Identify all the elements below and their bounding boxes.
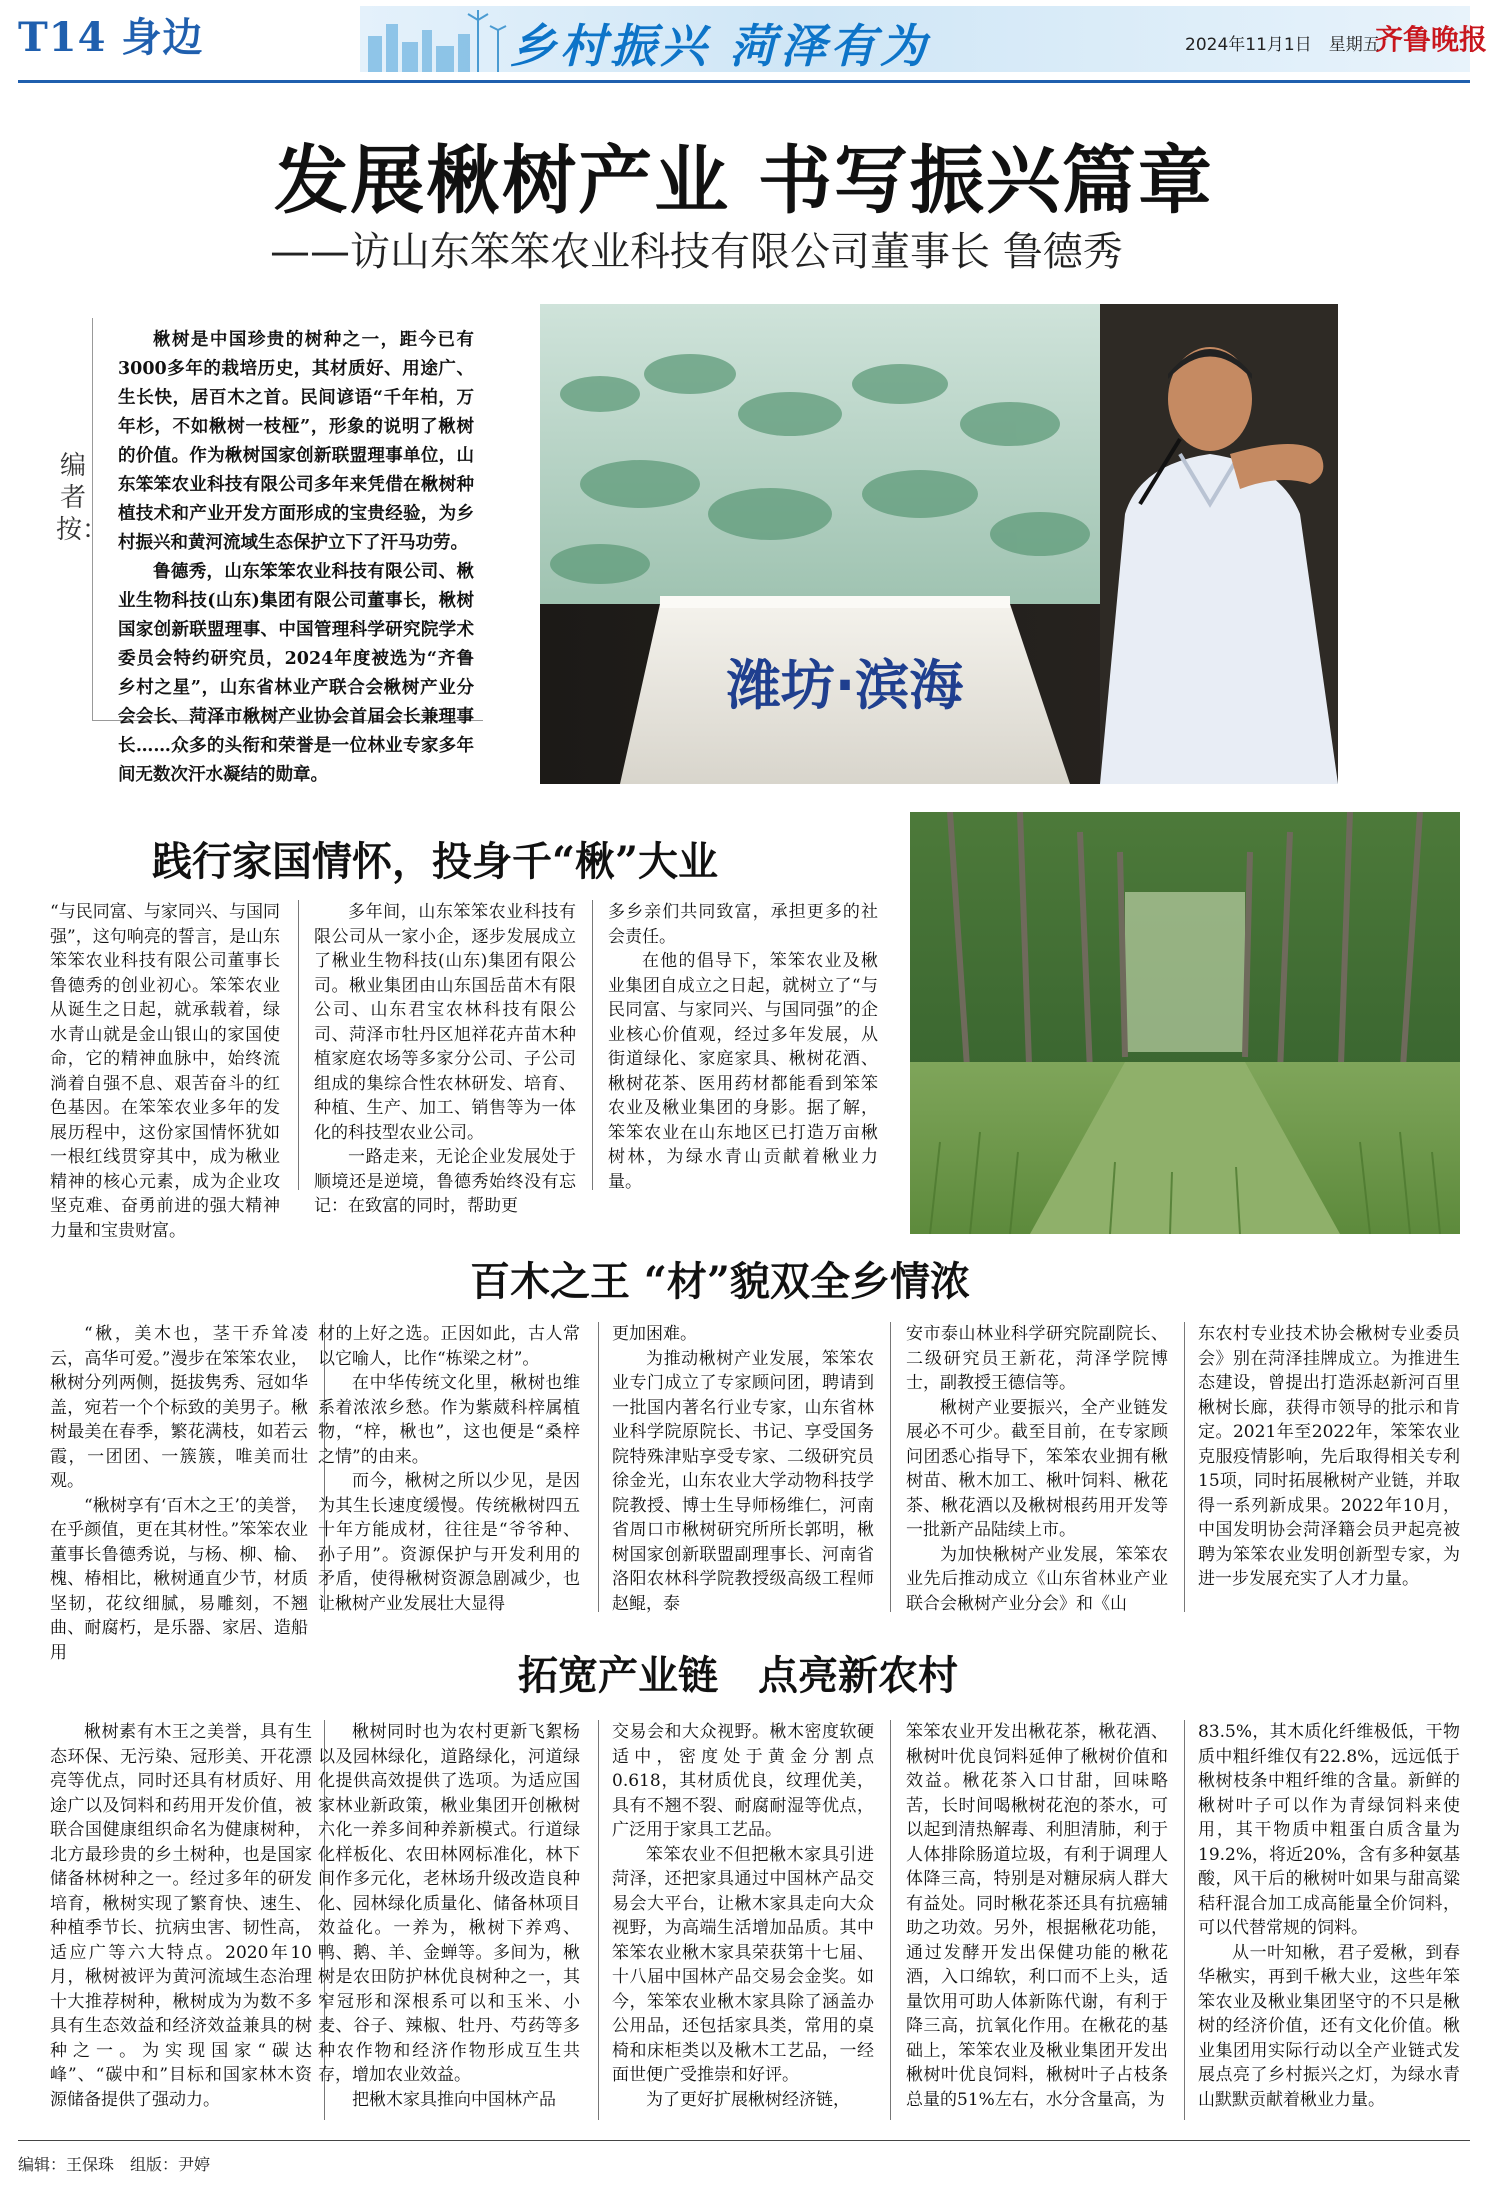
article-column — [318, 1720, 580, 2112]
article-column — [50, 1322, 308, 1665]
paragraph: 为加快楸树产业发展，笨笨农业先后推动成立《山东省林业产业联合会楸树产业分会》和《山 — [906, 1544, 1168, 1614]
article-column — [1198, 1322, 1460, 1592]
article-column — [318, 1322, 580, 1616]
section-heading: 践行家国情怀，投身千“楸”大业 — [152, 838, 719, 885]
article-column — [314, 900, 576, 1219]
column-rule — [1184, 1720, 1185, 2120]
page-label: T14 身边 — [18, 14, 204, 61]
paragraph: 材的上好之选。正因如此，古人常以它喻人，比作“栋梁之材”。 — [318, 1324, 580, 1369]
speaker-photo — [540, 304, 1338, 784]
article-column — [906, 1322, 1168, 1616]
podium-text: 潍坊·滨海 — [726, 654, 964, 717]
paragraph: “楸，美木也，茎干乔耸凌云，高华可爱。”漫步在笨笨农业，楸树分列两侧，挺拔隽秀、冠如华盖，宛若一个个标致的美男子。楸树最美在春季，繁花满枝，如若云霞，一团团、一簇簇，唯美而壮观。 — [50, 1324, 308, 1491]
paragraph: 一路走来，无论企业发展处于顺境还是逆境，鲁德秀始终没有忘记：在致富的同时，帮助更 — [314, 1147, 576, 1216]
page-header — [0, 0, 1488, 80]
article-column — [1198, 1720, 1460, 2112]
subheadline: ——访山东笨笨农业科技有限公司董事长 鲁德秀 — [270, 229, 1123, 275]
paragraph: 楸树同时也为农村更新飞絮杨以及园林绿化，道路绿化，河道绿化提供高效提供了选项。为适应国家林业新政策，楸业集团开创楸树六化一养多间种养新模式。行道绿化样板化、农田林网标准化，林下间作多元化，老林场升级改造良种化、园林绿化质量化、储备林项目效益化。一养为，楸树下养鸡、鸭、鹅、羊、金蝉等。多间为，楸树是农田防护林优良树种之一，其窄冠形和深根系可以和玉米、小麦、谷子、辣椒、牡丹、芍药等多种农作物和经济作物形成互生共存，增加农业效益。 — [318, 1722, 580, 2085]
speaker-photo-illustration — [540, 304, 1338, 784]
article-column — [50, 900, 280, 1243]
article-column — [608, 900, 878, 1194]
headline: 发展楸树产业 书写振兴篇章 — [274, 138, 1214, 224]
editor-note-label: 编者按： — [56, 451, 109, 545]
paragraph: 楸树素有木王之美誉，具有生态环保、无污染、冠形美、开花漂亮等优点，同时还具有材质好、用途广以及饲料和药用开发价值，被联合国健康组织命名为健康树种，北方最珍贵的乡土树种，也是国家储备林树种之一。经过多年的研发培育，楸树实现了繁育快、速生、种植季节长、抗病虫害、韧性高，适应广等六大特点。2020年10月，楸树被评为黄河流域生态治理十大推荐树种，楸树成为为数不多具有生态效益和经济效益兼具的树种之一。为实现国家“碳达峰”、“碳中和”目标和国家林木资源储备提供了强动力。 — [50, 1722, 312, 2110]
editor-note-paragraph: 楸树是中国珍贵的树种之一，距今已有3000多年的栽培历史，其材质好、用途广、生长快，居百木之首。民间谚语“千年柏，万年杉，不如楸树一枝桠”，形象的说明了楸树的价值。作为楸树国家创新联盟理事单位，山东笨笨农业科技有限公司多年来凭借在楸树种植技术和产业开发方面形成的宝贵经验，为乡村振兴和黄河流域生态保护立下了汗马功劳。 — [118, 330, 474, 553]
newspaper-logo: 齐鲁晚报 — [1375, 23, 1488, 56]
paragraph: 东农村专业技术协会楸树专业委员会》别在菏泽挂牌成立。为推进生态建设，曾提出打造泺赵新河百里楸树长廊，获得市领导的批示和肯定。2021年至2022年，笨笨农业克服疫情影响，先后取得相关专利15项，同时拓展楸树产业链，并取得一系列新成果。2022年10月，中国发明协会菏泽籍会员尹起亮被聘为笨笨农业发明创新型专家，为进一步发展充实了人才力量。 — [1198, 1324, 1460, 1589]
column-rule — [598, 1322, 599, 1612]
paragraph: 把楸木家具推向中国林产品 — [352, 2089, 556, 2110]
paragraph: 多乡亲们共同致富，承担更多的社会责任。 — [608, 902, 878, 947]
article-column — [612, 1322, 874, 1616]
paragraph: 在中华传统文化里，楸树也维系着浓浓乡愁。作为紫葳科梓属植物，“梓，楸也”，这也便是“桑梓之情”的由来。 — [318, 1373, 580, 1467]
editor-note-paragraph: 鲁德秀，山东笨笨农业科技有限公司、楸业生物科技(山东)集团有限公司董事长，楸树国家创新联盟理事、中国管理科学研究院学术委员会特约研究员，2024年度被选为“齐鲁乡村之星”，山东省林业产联合会楸树产业分会会长、菏泽市楸树产业协会首届会长兼理事长……众多的头衔和荣誉是一位林业专家多年间无数次汗水凝结的勋章。 — [118, 562, 474, 785]
paragraph: 楸树产业要振兴，全产业链发展必不可少。截至目前，在专家顾问团悉心指导下，笨笨农业拥有楸树苗、楸木加工、楸叶饲料、楸花茶、楸花酒以及楸树根药用开发等一批新产品陆续上市。 — [906, 1397, 1168, 1540]
paragraph: “楸树享有‘百木之王’的美誉，在乎颜值，更在其材性。”笨笨农业董事长鲁德秀说，与杨、柳、榆、槐、椿相比，楸树通直少节，材质坚韧，花纹细腻，易雕刻，不翘曲、耐腐朽，是乐器、家居、造船用 — [50, 1495, 308, 1663]
article-column — [612, 1720, 874, 2112]
skyline-icon — [360, 6, 510, 72]
footer-rule — [18, 2140, 1470, 2141]
paragraph: 在他的倡导下，笨笨农业及楸业集团自成立之日起，就树立了“与民同富、与家同兴、与国同强”的企业核心价值观，经过多年发展，从街道绿化、家庭家具、楸树花酒、楸树花茶、医用药材都能看到笨笨农业及楸业集团的身影。据了解，笨笨农业在山东地区已打造万亩楸树林，为绿水青山贡献着楸业力量。 — [608, 951, 878, 1192]
column-rule — [890, 1720, 891, 2120]
column-rule — [298, 900, 299, 1190]
issue-date: 2024年11月1日 星期五 — [1185, 35, 1380, 55]
paragraph: 而今，楸树之所以少见，是因为其生长速度缓慢。传统楸树四五十年方能成材，往往是“爷爷种、孙子用”。资源保护与开发利用的矛盾，使得楸树资源急剧减少，也让楸树产业发展壮大显得 — [318, 1471, 580, 1614]
column-rule — [598, 1720, 599, 2120]
column-rule — [592, 900, 593, 1190]
paragraph: 更加困难。 — [612, 1324, 697, 1344]
article-column — [906, 1720, 1168, 2112]
paragraph: 多年间，山东笨笨农业科技有限公司从一家小企，逐步发展成立了楸业生物科技(山东)集团有限公司。楸业集团由山东国岳苗木有限公司、山东君宝农林科技有限公司、菏泽市牡丹区旭祥花卉苗木种植家庭农场等多家分公司、子公司组成的集综合性农林研发、培育、种植、生产、加工、销售等为一体化的科技型农业公司。 — [314, 902, 576, 1143]
paragraph: 从一叶知楸，君子爱楸，到春华楸实，再到千楸大业，这些年笨笨农业及楸业集团坚守的不只是楸树的经济价值，还有文化价值。楸业集团用实际行动以全产业链式发展点亮了乡村振兴之灯，为绿水青山默默贡献着楸业力量。 — [1198, 1942, 1460, 2110]
paragraph: 交易会和大众视野。楸木密度软硬适中，密度处于黄金分割点0.618，其材质优良，纹理优美，具有不翘不裂、耐腐耐湿等优点，广泛用于家具工艺品。 — [612, 1722, 874, 1840]
paragraph: 为推动楸树产业发展，笨笨农业专门成立了专家顾问团，聘请到一批国内著名行业专家，山东省林业科学院原院长、书记、享受国务院特殊津贴享受专家、二级研究员徐金光，山东农业大学动物科技学院教授、博士生导师杨维仁，河南省周口市楸树研究所所长郭明，楸树国家创新联盟副理事长、河南省洛阳农林科学院教授级高级工程师赵鲲，泰 — [612, 1348, 874, 1614]
banner-title: 乡村振兴 菏泽有为 — [510, 19, 931, 73]
section-heading: 拓宽产业链 点亮新农村 — [518, 1652, 958, 1699]
forest-photo-illustration — [910, 812, 1460, 1234]
paragraph: 为了更好扩展楸树经济链， — [646, 2089, 850, 2110]
editor-note — [118, 326, 474, 790]
paragraph: 安市泰山林业科学研究院副院长、二级研究员王新花，菏泽学院博士，副教授王德信等。 — [906, 1324, 1168, 1393]
paragraph: 笨笨农业不但把楸木家具引进菏泽，还把家具通过中国林产品交易会大平台，让楸木家具走向大众视野，为高端生活增加品质。其中笨笨农业楸木家具荣获第十七届、十八届中国林产品交易会金奖。如今，笨笨农业楸木家具除了涵盖办公用品，还包括家具类，常用的桌椅和床柜类以及楸木工艺品，一经面世便广受推崇和好评。 — [612, 1844, 874, 2085]
paragraph: “与民同富、与家同兴、与国同强”，这句响亮的誓言，是山东笨笨农业科技有限公司董事长鲁德秀的创业初心。笨笨农业从诞生之日起，就承载着，绿水青山就是金山银山的家国使命，它的精神血脉中，始终流淌着自强不息、艰苦奋斗的红色基因。在笨笨农业多年的发展历程中，这份家国情怀犹如一根红线贯穿其中，成为楸业精神的核心元素，成为企业攻坚克难、奋勇前进的强大精神力量和宝贵财富。 — [50, 902, 280, 1241]
paragraph: 83.5%，其木质化纤维极低，干物质中粗纤维仅有22.8%，远远低于楸树枝条中粗纤维的含量。新鲜的楸树叶子可以作为青绿饲料来使用，其干物质中粗蛋白质含量为19.2%，将近20%，含有多种氨基酸，风干后的楸树叶如果与甜高粱秸秆混合加工成高能量全价饲料，可以代替常规的饲料。 — [1198, 1722, 1460, 1938]
column-rule — [1184, 1322, 1185, 1612]
header-rule — [18, 80, 1470, 83]
paragraph: 笨笨农业开发出楸花茶，楸花酒、楸树叶优良饲料延伸了楸树价值和效益。楸花茶入口甘甜，回味略苦，长时间喝楸树花泡的茶水，可以起到清热解毒、利胆清肺，利于人体排除肠道垃圾，有利于调理人体降三高，特别是对糖尿病人群大有益处。同时楸花茶还具有抗癌辅助之功效。另外，根据楸花功能，通过发酵开发出保健功能的楸花酒，入口绵软，利口而不上头，适量饮用可助人体新陈代谢，有利于降三高，抗氧化作用。在楸花的基础上，笨笨农业及楸业集团开发出楸树叶优良饲料，楸树叶子占枝条总量的51%左右，水分含量高，为 — [906, 1722, 1168, 2110]
article-column — [50, 1720, 312, 2112]
footer-credits: 编辑：王保珠 组版：尹婷 — [18, 2155, 211, 2174]
column-rule — [890, 1322, 891, 1612]
section-heading: 百木之王 “材”貌双全乡情浓 — [470, 1258, 970, 1305]
forest-photo — [910, 812, 1460, 1234]
